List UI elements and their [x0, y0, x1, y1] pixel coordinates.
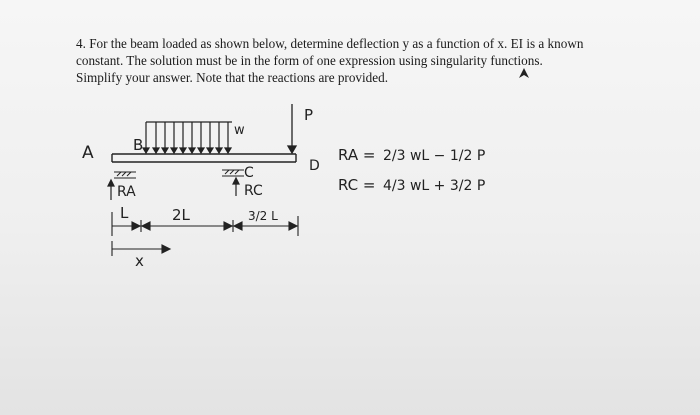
point-load: [288, 104, 296, 153]
label-d: D: [309, 158, 320, 174]
support-c: [222, 170, 244, 176]
label-w: w: [234, 123, 245, 138]
label-span-2l: 2L: [172, 206, 190, 224]
label-a: A: [82, 143, 94, 163]
beam: [112, 154, 296, 162]
label-reaction-c: RC: [244, 183, 263, 199]
label-reaction-a: RA: [117, 184, 136, 200]
label-span-l: L: [120, 204, 129, 222]
support-b: [114, 172, 136, 178]
label-span-3-2l: 3/2 L: [248, 209, 278, 223]
problem-line-1: 4. For the beam loaded as shown below, determine deflection y as a function of x. EI is a known: [76, 36, 584, 51]
equation-ra-lhs: RA =: [338, 146, 376, 164]
equation-rc-rhs: 4/3 wL + 3/2 P: [383, 178, 486, 194]
equation-rc-lhs: RC =: [338, 176, 376, 194]
distributed-load: [143, 122, 232, 153]
label-c: C: [244, 165, 254, 181]
problem-line-3: Simplify your answer. Note that the reactions are provided.: [76, 69, 389, 85]
label-p: P: [304, 106, 314, 124]
label-x: x: [135, 252, 144, 270]
label-b: B: [133, 136, 144, 154]
equation-ra-rhs: 2/3 wL − 1/2 P: [383, 148, 486, 164]
problem-line-2: constant. The solution must be in the form of one expression using singularity functions.: [76, 52, 543, 68]
